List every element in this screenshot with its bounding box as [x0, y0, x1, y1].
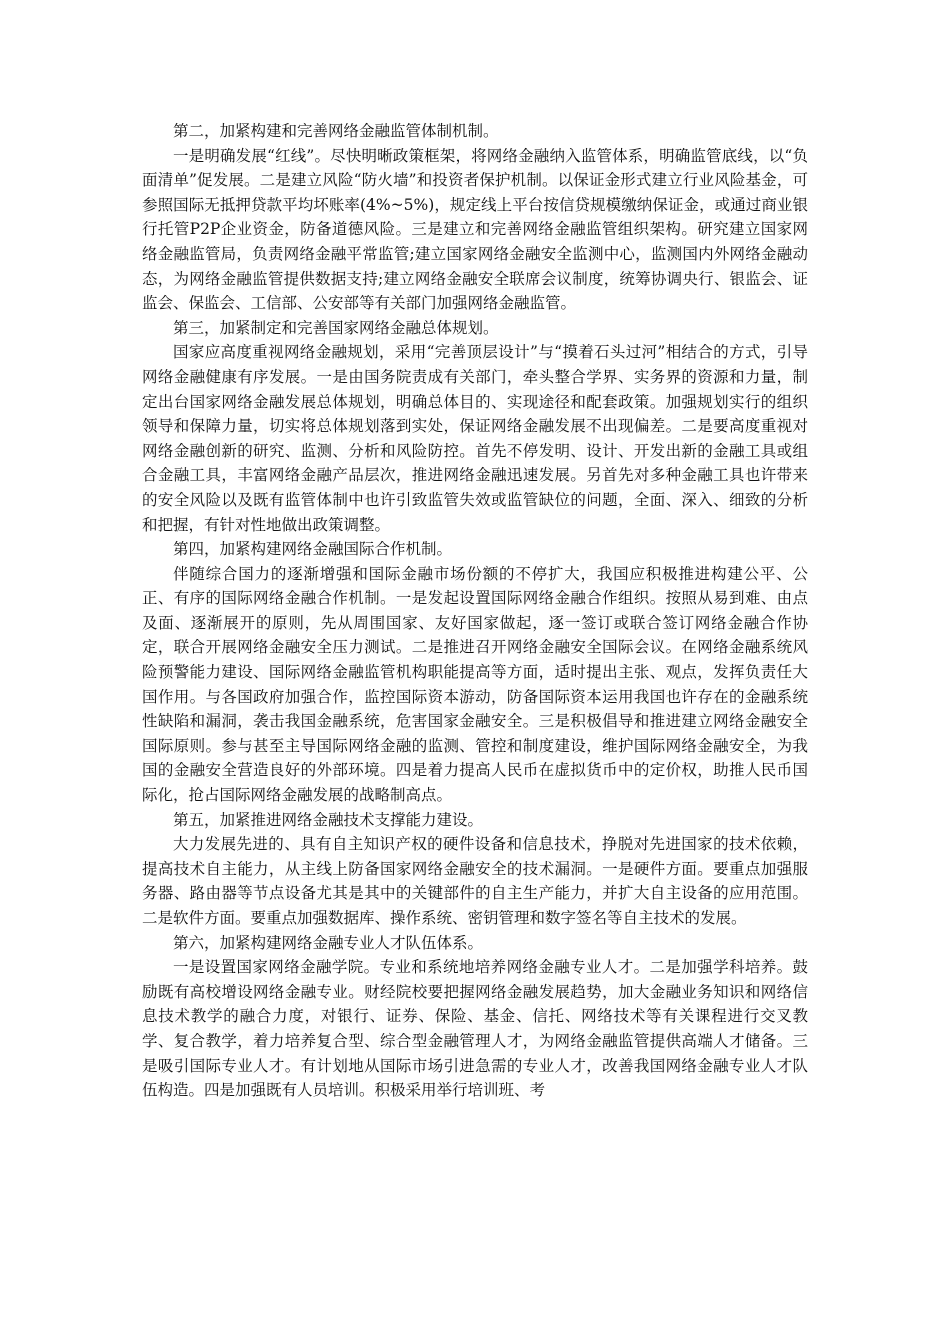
paragraph-planning: 国家应高度重视网络金融规划，采用“完善顶层设计”与“摸着石头过河”相结合的方式，引导网络金融健康有序发展。一是由国务院责成有关部门，牵头整合学界、实务界的资源和力量，制定出台国家网络金融发展总体规划，明确总体目的、实现途径和配套政策。加强规划实行的组织领导和保障力量，切实将总体规划落到实处，保证网络金融发展不出现偏差。二是要高度重视对网络金融创新的研究、监测、分析和风险防控。首先不停发明、设计、开发出新的金融工具或组合金融工具，丰富网络金融产品层次，推进网络金融迅速发展。另首先对多种金融工具也许带来的安全风险以及既有监管体制中也许引致监管失效或监管缺位的问题，全面、深入、细致的分析和把握，有针对性地做出政策调整。 [142, 343, 808, 534]
paragraph-international: 伴随综合国力的逐渐增强和国际金融市场份额的不停扩大，我国应积极推进构建公平、公正、有序的国际网络金融合作机制。一是发起设置国际网络金融合作组织。按照从易到难、由点及面、逐渐展开的原则，先从周围国家、友好国家做起，逐一签订或联合签订网络金融合作协定，联合开展网络金融安全压力测试。二是推进召开网络金融安全国际会议。在网络金融系统风险预警能力建设、国际网络金融监管机构职能提高等方面，适时提出主张、观点，发挥负责任大国作用。与各国政府加强合作，监控国际资本游动，防备国际资本运用我国也许存在的金融系统性缺陷和漏洞，袭击我国金融系统，危害国家金融安全。三是积极倡导和推进建立网络金融安全国际原则。参与甚至主导国际网络金融的监测、管控和制度建设，维护国际网络金融安全，为我国的金融安全营造良好的外部环境。四是着力提高人民币在虚拟货币中的定价权，助推人民币国际化，抢占国际网络金融发展的战略制高点。 [142, 564, 808, 805]
document-page [142, 119, 808, 1103]
section-heading-4: 第四，加紧构建网络金融国际合作机制。 [173, 540, 453, 559]
paragraph-technology: 大力发展先进的、具有自主知识产权的硬件设备和信息技术，挣脱对先进国家的技术依赖，提高技术自主能力，从主线上防备国家网络金融安全的技术漏洞。一是硬件方面。要重点加强服务器、路由器等节点设备尤其是其中的关键部件的自主生产能力，并扩大自主设备的应用范围。二是软件方面。要重点加强数据库、操作系统、密钥管理和数字签名等自主技术的发展。 [142, 835, 808, 927]
paragraph-talent: 一是设置国家网络金融学院。专业和系统地培养网络金融专业人才。二是加强学科培养。鼓励既有高校增设网络金融专业。财经院校要把握网络金融发展趋势，加大金融业务知识和网络信息技术教学的融合力度，对银行、证券、保险、基金、信托、网络技术等有关课程进行交叉教学、复合教学，着力培养复合型、综合型金融管理人才，为网络金融监管提供高端人才储备。三是吸引国际专业人才。有计划地从国际市场引进急需的专业人才，改善我国网络金融专业人才队伍构造。四是加强既有人员培训。积极采用举行培训班、考 [142, 958, 808, 1100]
section-heading-6: 第六，加紧构建网络金融专业人才队伍体系。 [173, 933, 484, 952]
section-heading-5: 第五，加紧推进网络金融技术支撑能力建设。 [173, 810, 484, 829]
section-heading-3: 第三，加紧制定和完善国家网络金融总体规划。 [173, 318, 499, 337]
paragraph-regulation: 一是明确发展“红线”。尽快明晰政策框架，将网络金融纳入监管体系，明确监管底线，以“负面清单”促发展。二是建立风险“防火墙”和投资者保护机制。以保证金形式建立行业风险基金，可参照国际无抵押贷款平均坏账率(4%~5%)，规定线上平台按信贷规模缴纳保证金，或通过商业银行托管P2P企业资金，防备道德风险。三是建立和完善网络金融监管组织架构。研究建立国家网络金融监管局，负责网络金融平常监管;建立国家网络金融安全监测中心，监测国内外网络金融动态，为网络金融监管提供数据支持;建立网络金融安全联席会议制度，统筹协调央行、银监会、证监会、保监会、工信部、公安部等有关部门加强网络金融监管。 [142, 146, 808, 313]
section-heading-2: 第二，加紧构建和完善网络金融监管体制机制。 [173, 122, 499, 140]
